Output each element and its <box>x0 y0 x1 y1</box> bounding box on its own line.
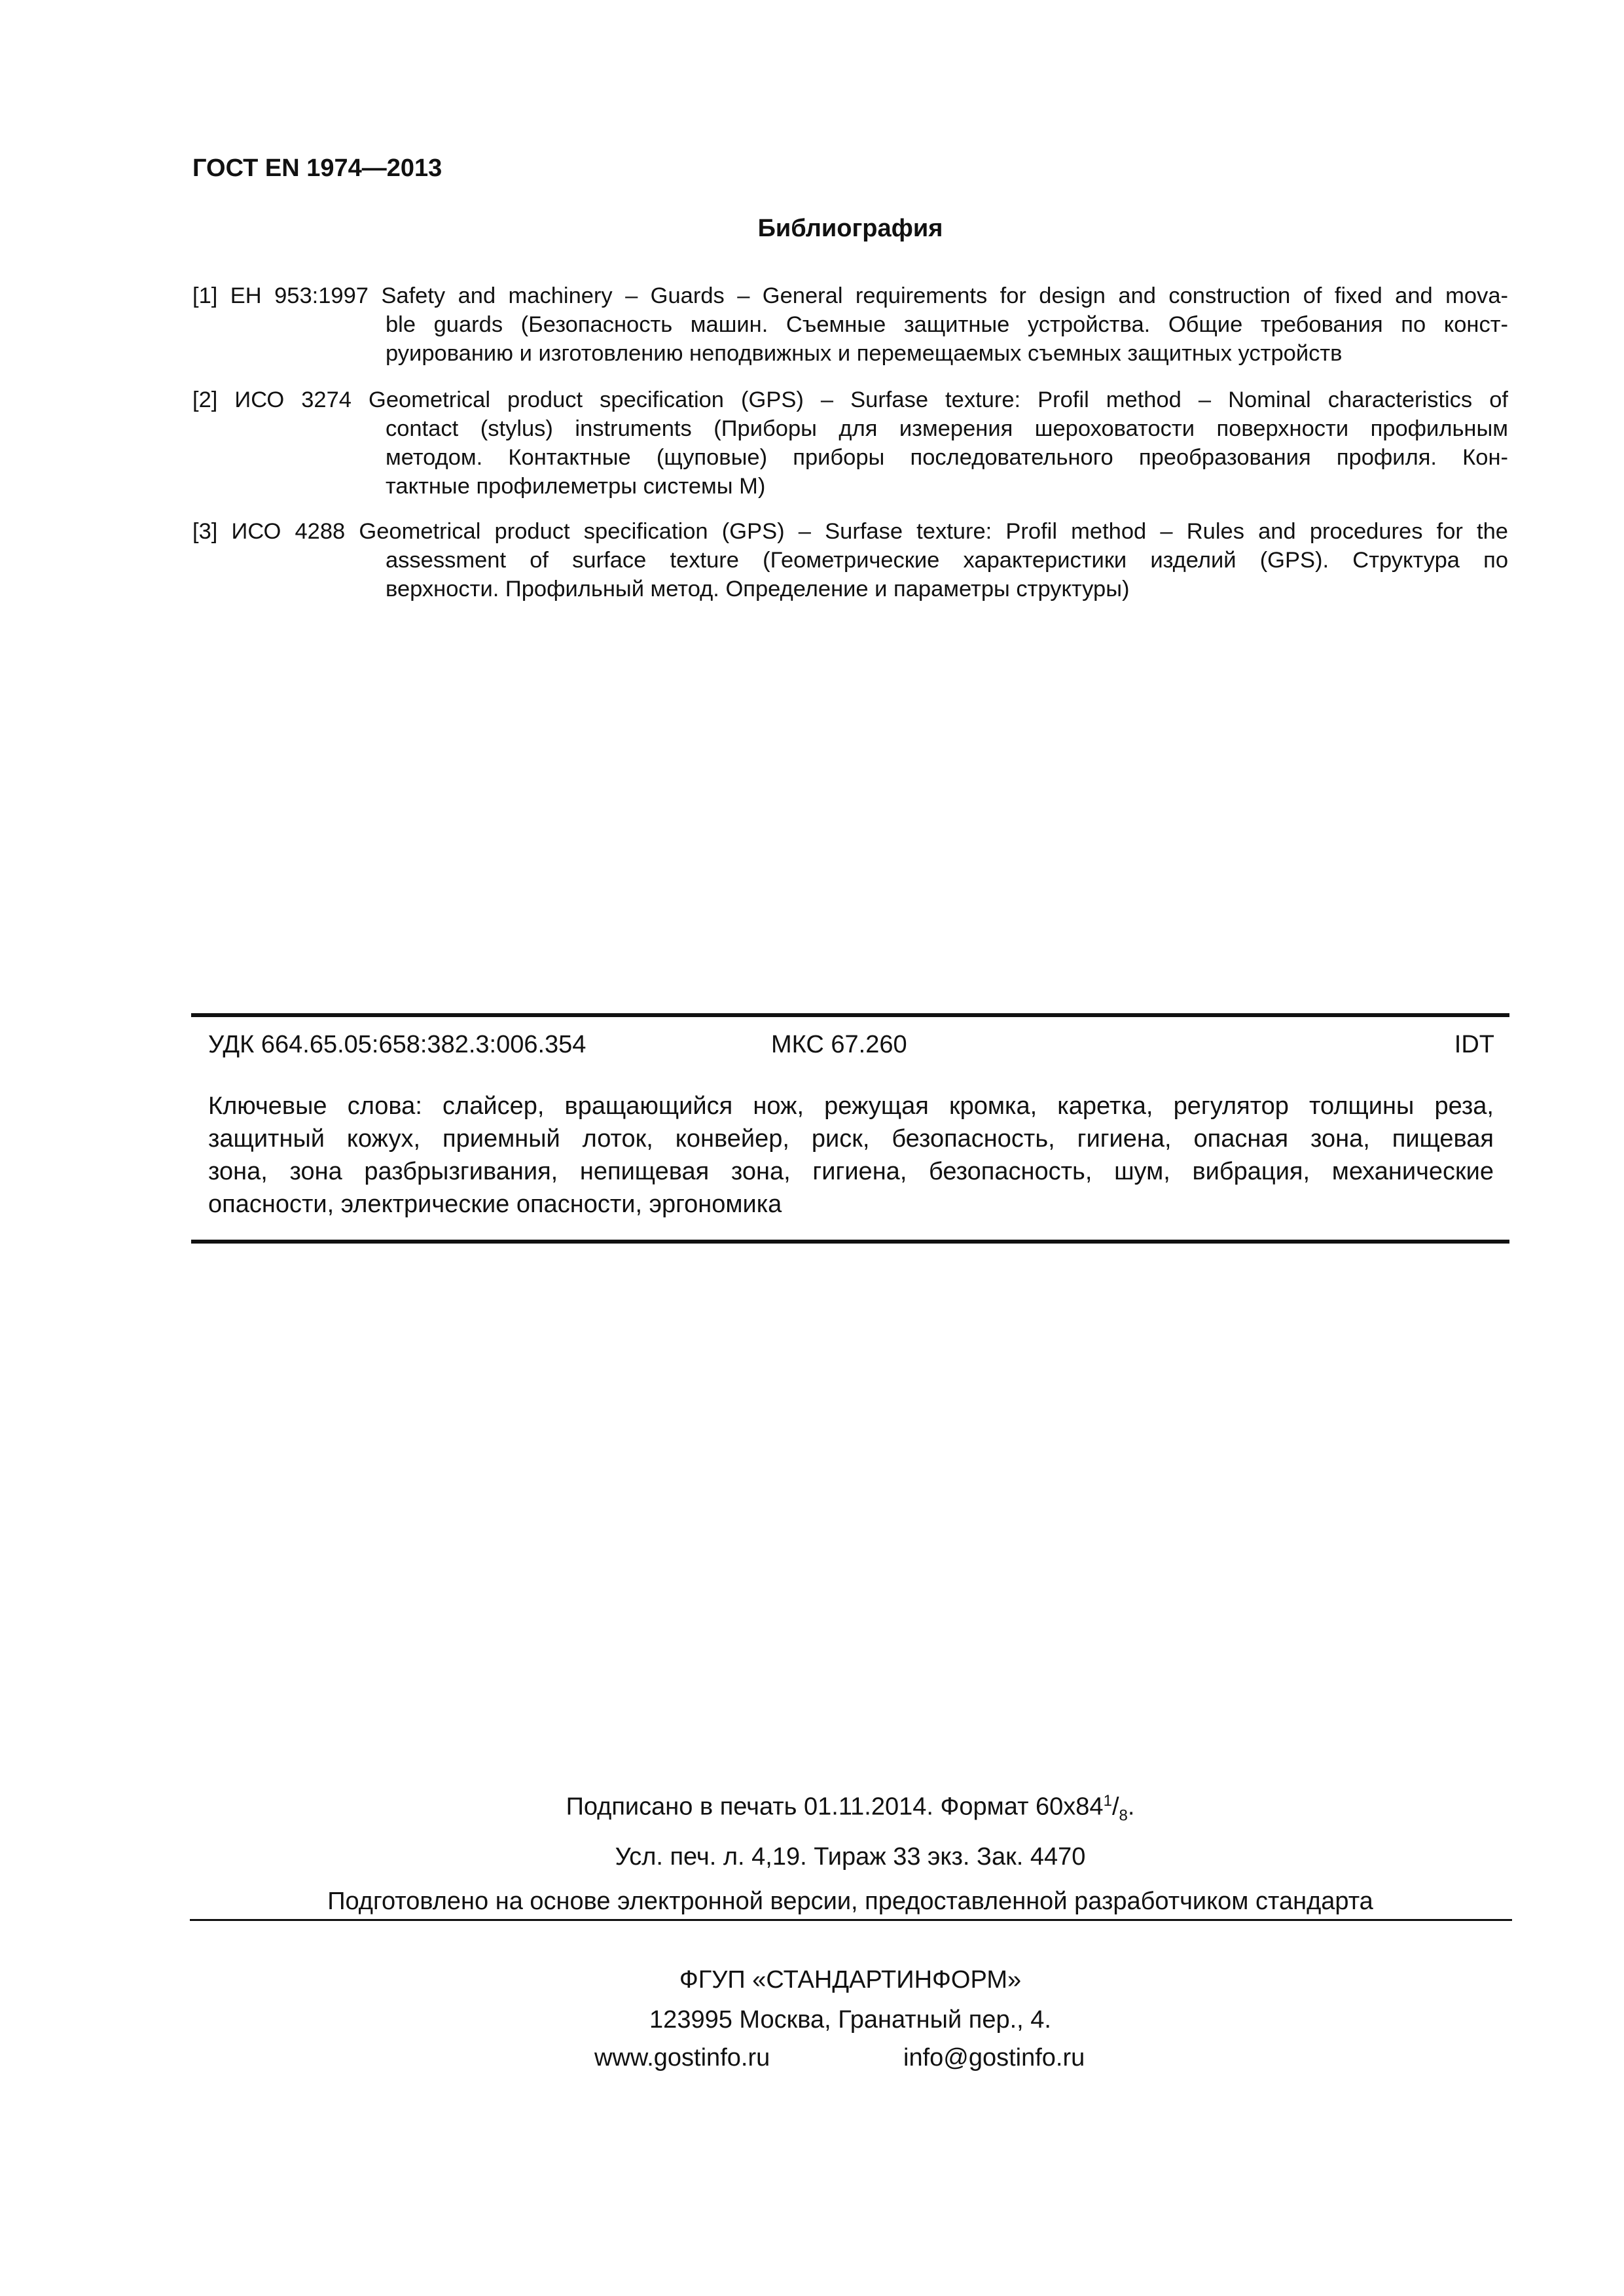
entry-line: ble guards (Безопасность машин. Съемные защитные устройства. Общие требования по конст- <box>386 312 1508 337</box>
entry-line: методом. Контактные (щуповые) приборы последовательного преобразования профиля. Кон- <box>386 445 1508 470</box>
keywords-line: защитный кожух, приемный лоток, конвейер, риск, безопасность, гигиена, опасная зона, пищевая <box>208 1125 1494 1153</box>
bibliography-entry-2 <box>192 386 1508 501</box>
mks-code: МКС 67.260 <box>771 1031 907 1058</box>
format-numerator: 1 <box>1103 1792 1112 1810</box>
signed-text: Подписано в печать 01.11.2014. Формат 60x84 <box>566 1793 1104 1821</box>
entry-line: верхности. Профильный метод. Определение и параметры структуры) <box>386 577 1130 601</box>
entry-line: тактные профилеметры системы М) <box>386 474 766 499</box>
divider-imprint <box>190 1919 1512 1921</box>
entry-first-line: [2] ИСО 3274 Geometrical product specification (GPS) – Surfase texture: Profil method – Nominal characteristics of <box>192 387 1508 412</box>
entry-first-line: [1] ЕН 953:1997 Safety and machinery – Guards – General requirements for design and construction of fixed and mova- <box>192 283 1508 308</box>
publisher-address: 123995 Москва, Гранатный пер., 4. <box>649 2006 1051 2034</box>
imprint-print-info: Усл. печ. л. 4,19. Тираж 33 экз. Зак. 4470 <box>615 1843 1086 1871</box>
keywords-line: зона, зона разбрызгивания, непищевая зона, гигиена, безопасность, шум, вибрация, механические <box>208 1158 1494 1185</box>
keywords-line: опасности, электрические опасности, эргономика <box>208 1191 782 1218</box>
imprint-prepared: Подготовлено на основе электронной версии, предоставленной разработчиком стандарта <box>327 1888 1373 1915</box>
entry-line: assessment of surface texture (Геометрические характеристики изделий (GPS). Структура по <box>386 548 1508 573</box>
publisher-name: ФГУП «СТАНДАРТИНФОРМ» <box>679 1966 1022 1994</box>
bibliography-entry-1 <box>192 281 1508 368</box>
divider-bottom <box>191 1240 1509 1244</box>
format-end: . <box>1127 1793 1135 1821</box>
udk-code: УДК 664.65.05:658:382.3:006.354 <box>208 1031 586 1058</box>
email-link[interactable]: info@gostinfo.ru <box>903 2044 1085 2072</box>
keywords <box>208 1090 1494 1221</box>
keywords-line: Ключевые слова: слайсер, вращающийся нож, режущая кромка, каретка, регулятор толщины реза, <box>208 1092 1494 1120</box>
divider-top <box>191 1013 1509 1017</box>
entry-first-line: [3] ИСО 4288 Geometrical product specification (GPS) – Surfase texture: Profil method – Rules and procedures for the <box>192 519 1508 544</box>
entry-line: руированию и изготовлению неподвижных и перемещаемых съемных защитных устройств <box>386 341 1343 366</box>
bibliography-title: Библиография <box>757 215 943 242</box>
idt-mark: IDT <box>1454 1031 1494 1058</box>
imprint-signed: Подписано в печать 01.11.2014. Формат $60x84^1/_8$. <box>566 1792 1135 1825</box>
bibliography-entry-3 <box>192 517 1508 603</box>
document-code: ГОСТ EN 1974—2013 <box>192 154 442 182</box>
format-denominator: 8 <box>1119 1806 1128 1825</box>
website-link[interactable]: www.gostinfo.ru <box>594 2044 770 2072</box>
entry-line: contact (stylus) instruments (Приборы для измерения шероховатости поверхности профильным <box>386 416 1508 441</box>
